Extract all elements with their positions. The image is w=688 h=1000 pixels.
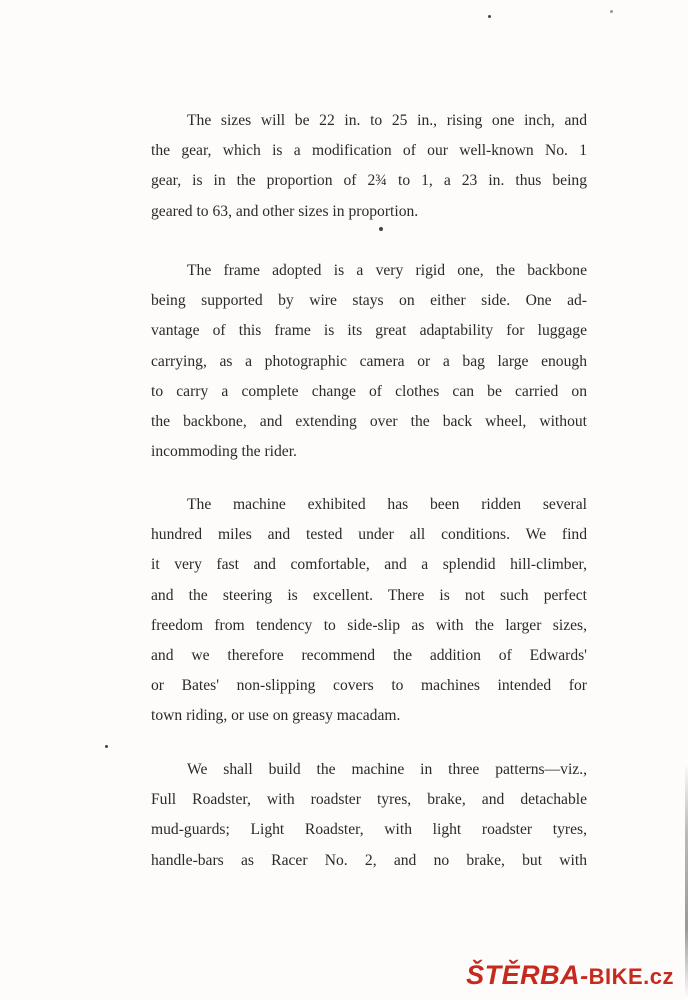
text-line: being supported by wire stays on either side. One ad- xyxy=(151,292,587,310)
ink-speck xyxy=(105,745,108,748)
text-line: and the steering is excellent. There is not such perfect xyxy=(151,586,587,604)
text-line: or Bates' non-slipping covers to machines intended for xyxy=(151,677,587,695)
paragraph-3 xyxy=(151,490,587,732)
text-line: The machine exhibited has been ridden several xyxy=(187,496,587,513)
text-line: Full Roadster, with roadster tyres, brake, and detachable xyxy=(151,791,587,809)
text-line: incommoding the rider. xyxy=(151,443,297,461)
paragraph-1 xyxy=(151,106,587,227)
text-line: vantage of this frame is its great adaptability for luggage xyxy=(151,322,587,340)
text-line: geared to 63, and other sizes in proportion. xyxy=(151,202,419,220)
text-line: mud-guards; Light Roadster, with light roadster tyres, xyxy=(151,821,587,839)
watermark-site: BIKE.cz xyxy=(588,964,674,989)
text-line: The frame adopted is a very rigid one, the backbone xyxy=(187,262,587,279)
watermark-brand: ŠTĚRBA xyxy=(466,960,581,990)
text-line: handle-bars as Racer No. 2, and no brake, but with xyxy=(151,851,587,869)
ink-speck xyxy=(610,10,613,13)
text-line: carrying, as a photographic camera or a bag large enough xyxy=(151,352,587,370)
watermark-logo xyxy=(466,960,674,991)
watermark-separator: - xyxy=(580,963,589,990)
paragraph-2 xyxy=(151,256,587,467)
text-line: The sizes will be 22 in. to 25 in., rising one inch, and xyxy=(187,112,587,129)
text-line: freedom from tendency to side-slip as with the larger sizes, xyxy=(151,616,587,634)
text-line: it very fast and comfortable, and a splendid hill-climber, xyxy=(151,556,587,574)
text-line: town riding, or use on greasy macadam. xyxy=(151,707,401,725)
text-line: the backbone, and extending over the back wheel, without xyxy=(151,413,587,431)
text-line: hundred miles and tested under all conditions. We find xyxy=(151,526,587,544)
ink-speck xyxy=(488,15,491,18)
paragraph-4 xyxy=(151,755,587,876)
text-line: the gear, which is a modification of our well-known No. 1 xyxy=(151,142,587,160)
text-line: to carry a complete change of clothes can be carried on xyxy=(151,382,587,400)
text-line: and we therefore recommend the addition of Edwards' xyxy=(151,647,587,665)
text-line: gear, is in the proportion of 2¾ to 1, a 23 in. thus being xyxy=(151,172,587,190)
ink-speck xyxy=(379,227,383,231)
text-line: We shall build the machine in three patterns—viz., xyxy=(187,761,587,778)
